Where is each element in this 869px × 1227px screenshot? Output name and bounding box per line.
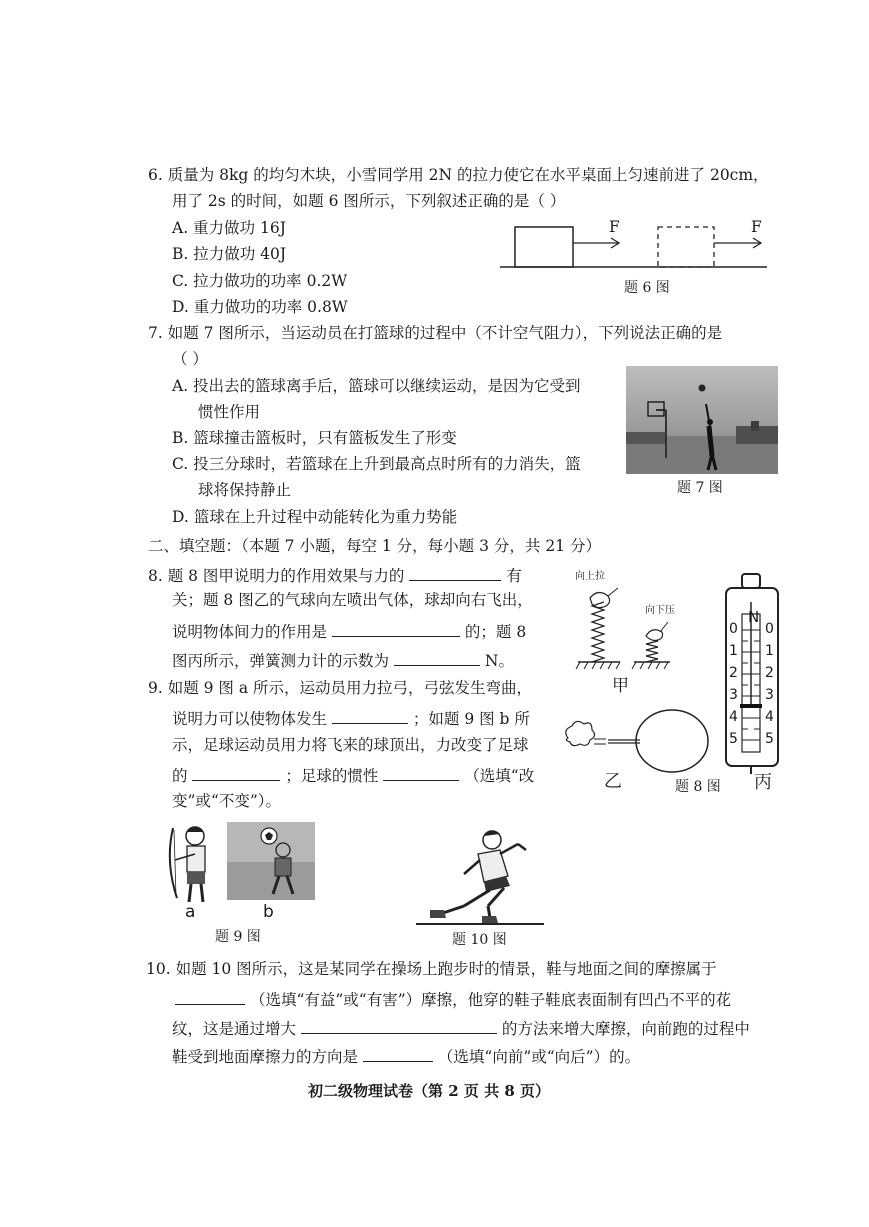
q9-line4-c: （选填“改 — [464, 767, 535, 785]
q8-line3 — [172, 620, 526, 642]
scale-unit: N — [748, 608, 760, 626]
q8-down-label: 向下压 — [645, 605, 675, 616]
q8-up-label: 向上拉 — [575, 571, 605, 582]
q6-force-label-1: F — [609, 218, 620, 236]
q6-figure-caption: 题 6 图 — [624, 280, 670, 296]
q8-line1-a: 8. 题 8 图甲说明力的作用效果与力的 — [148, 567, 405, 585]
q6-line1: 6. 质量为 8kg 的均匀木块，小雪同学用 2N 的拉力使它在水平桌面上匀速前进了 20cm， — [148, 166, 769, 184]
scale-number: 4 — [765, 709, 774, 725]
q9-line4 — [172, 764, 534, 786]
q9-line1: 9. 如题 9 图 a 所示，运动员用力拉弓，弓弦发生弯曲， — [148, 679, 533, 697]
q8-figure-caption: 题 8 图 — [675, 779, 721, 795]
q6-option-d: D. 重力做功的功率 0.8W — [172, 298, 348, 316]
q9-line3: 示，足球运动员用力将飞来的球顶出，力改变了足球 — [172, 736, 529, 754]
q8-label-bing: 丙 — [754, 772, 772, 793]
q9-archer-figure — [165, 822, 220, 907]
q10-line4 — [172, 1045, 640, 1067]
q10-line3 — [172, 1017, 750, 1039]
q7-basketball-photo — [626, 366, 778, 474]
q8-line4-b: N。 — [484, 652, 514, 670]
q8-balloon-figure — [560, 706, 720, 781]
q9-line2 — [172, 707, 530, 729]
q9-line5: 变”或“不变”）。 — [172, 792, 282, 810]
page-footer: 初二级物理试卷（第 2 页 共 8 页） — [308, 1082, 550, 1100]
q6-option-c: C. 拉力做功的功率 0.2W — [172, 272, 348, 290]
q9-line2-b: ；如题 9 图 b 所 — [412, 710, 530, 728]
q9-line2-a: 说明力可以使物体发生 — [172, 710, 328, 728]
scale-number: 1 — [765, 643, 774, 659]
q9-blank-1[interactable] — [332, 707, 408, 724]
q8-line4-a: 图丙所示，弹簧测力计的示数为 — [172, 652, 390, 670]
q9-line4-a: 的 — [172, 767, 188, 785]
q8-line4 — [172, 649, 514, 671]
q8-blank-3[interactable] — [394, 649, 480, 666]
q10-blank-2[interactable] — [301, 1017, 497, 1034]
q10-figure-caption: 题 10 图 — [452, 932, 507, 948]
scale-number: 2 — [729, 665, 738, 681]
q8-label-jia: 甲 — [612, 676, 629, 696]
q7-option-c-1: C. 投三分球时，若篮球在上升到最高点时所有的力消失，篮 — [172, 455, 581, 473]
q9-line4-b: ；足球的惯性 — [285, 767, 379, 785]
q7-option-c-2: 球将保持静止 — [198, 481, 292, 499]
scale-number: 1 — [729, 643, 738, 659]
scale-number: 0 — [765, 621, 774, 637]
scale-number: 4 — [729, 709, 738, 725]
q10-line4-b: （选填“向前”或“向后”）的。 — [437, 1048, 641, 1066]
q6-line2: 用了 2s 的时间，如题 6 图所示，下列叙述正确的是（ ） — [172, 192, 566, 210]
q10-line2-b: （选填“有益”或“有害”）摩擦，他穿的鞋子鞋底表面制有凹凸不平的花 — [249, 991, 732, 1009]
q6-option-b: B. 拉力做功 40J — [172, 245, 287, 263]
scale-number: 5 — [729, 731, 738, 747]
q8-line2: 关；题 8 图乙的气球向左喷出气体，球却向右飞出， — [172, 591, 533, 609]
q8-blank-2[interactable] — [332, 620, 460, 637]
q10-line2 — [175, 988, 731, 1010]
q9-blank-2[interactable] — [192, 764, 280, 781]
q9-label-b: b — [263, 902, 274, 922]
q7-line2: （ ） — [172, 350, 208, 368]
q10-blank-1[interactable] — [175, 988, 245, 1005]
scale-number: 0 — [729, 621, 738, 637]
q6-option-a: A. 重力做功 16J — [172, 219, 286, 237]
q10-line3-b: 的方法来增大摩擦，向前跑的过程中 — [501, 1020, 750, 1038]
scale-number: 2 — [765, 665, 774, 681]
q8-spring-figure — [570, 580, 700, 675]
scale-number: 3 — [765, 687, 774, 703]
q9-blank-3[interactable] — [383, 764, 459, 781]
q9-soccer-figure — [227, 822, 315, 900]
q7-option-b: B. 篮球撞击篮板时，只有篮板发生了形变 — [172, 429, 457, 447]
q7-option-a-1: A. 投出去的篮球离手后，篮球可以继续运动，是因为它受到 — [172, 377, 581, 395]
q7-line1: 7. 如题 7 图所示，当运动员在打篮球的过程中（不计空气阻力），下列说法正确的是 — [148, 324, 723, 342]
q7-option-d: D. 篮球在上升过程中动能转化为重力势能 — [172, 508, 458, 526]
scale-number: 3 — [729, 687, 738, 703]
q10-line4-a: 鞋受到地面摩擦力的方向是 — [172, 1048, 359, 1066]
q6-figure — [495, 212, 775, 272]
q9-figure-caption: 题 9 图 — [215, 929, 261, 945]
q8-line1 — [148, 564, 522, 586]
scale-number: 5 — [765, 731, 774, 747]
q7-option-a-2: 惯性作用 — [198, 403, 261, 421]
q8-line3-b: 的；题 8 — [464, 623, 527, 641]
q8-blank-1[interactable] — [409, 564, 501, 581]
q9-label-a: a — [185, 902, 196, 922]
section2-heading: 二、填空题：（本题 7 小题，每空 1 分，每小题 3 分，共 21 分） — [148, 537, 601, 555]
q7-figure-caption: 题 7 图 — [677, 480, 723, 496]
q10-line3-a: 纹，这是通过增大 — [172, 1020, 297, 1038]
q8-line3-a: 说明物体间力的作用是 — [172, 623, 328, 641]
q10-blank-3[interactable] — [363, 1045, 433, 1062]
q6-force-label-2: F — [751, 218, 762, 236]
q10-runner-figure — [414, 826, 546, 928]
q10-line1: 10. 如题 10 图所示，这是某同学在操场上跑步时的情景，鞋与地面之间的摩擦属于 — [146, 960, 717, 978]
q8-label-yi: 乙 — [604, 771, 622, 792]
q8-line1-b: 有 — [506, 567, 522, 585]
